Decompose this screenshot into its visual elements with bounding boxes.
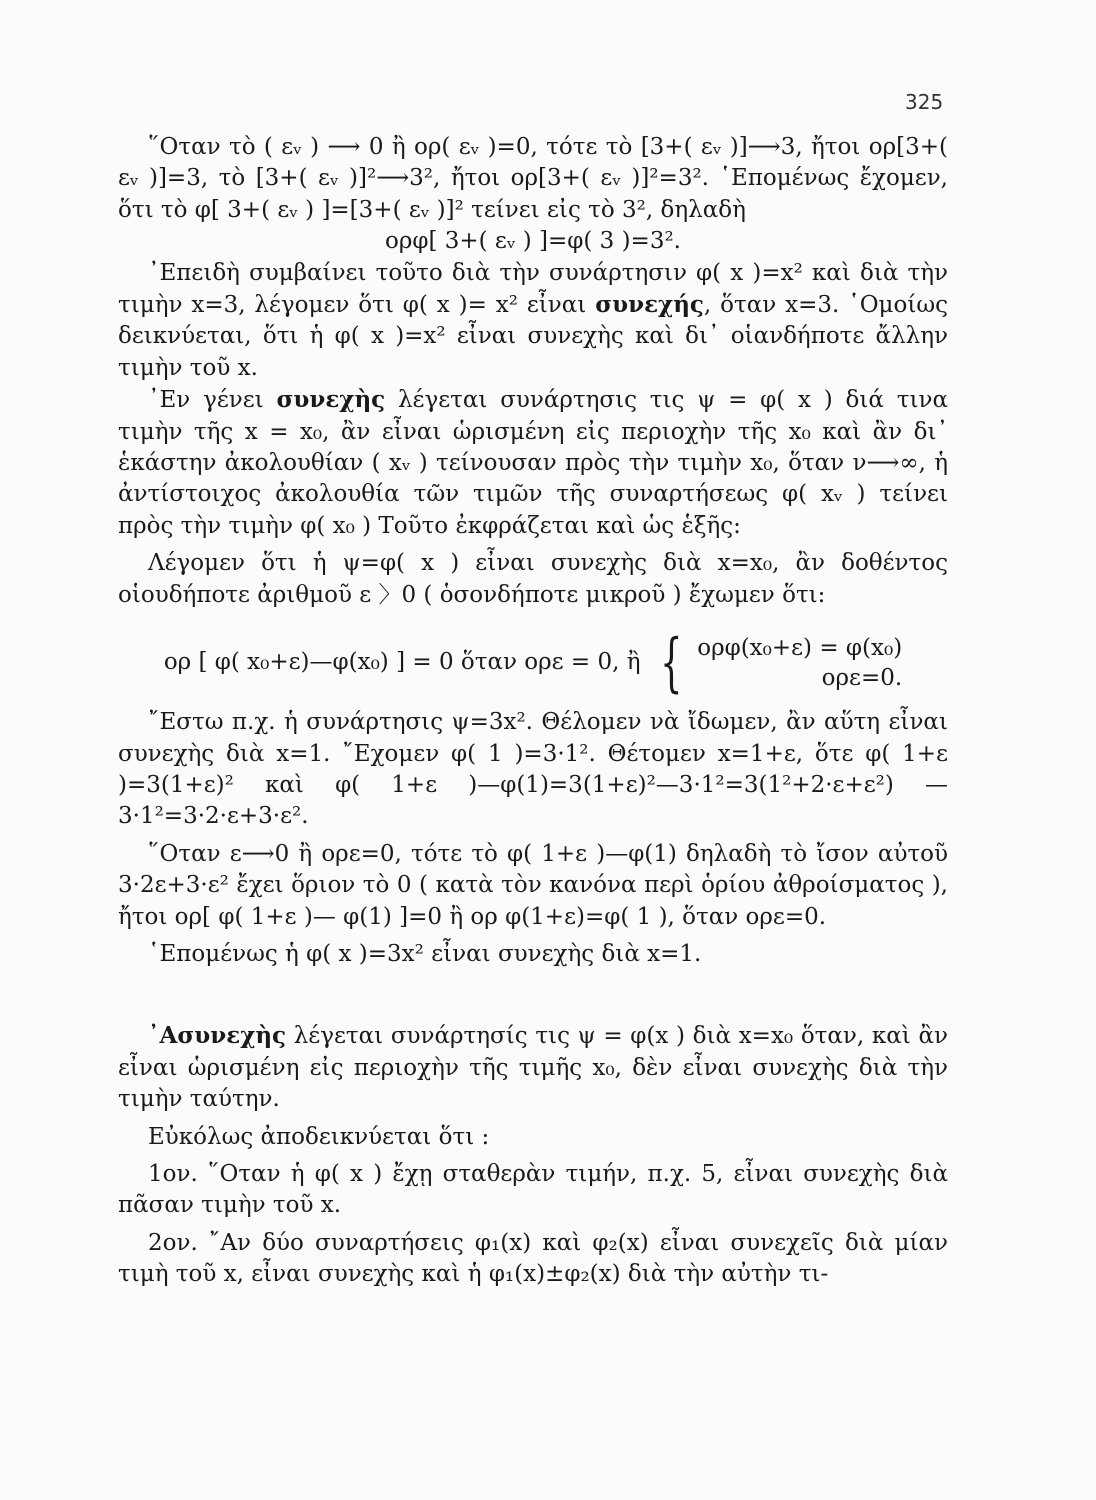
text-run: ᾿Εν γένει <box>148 387 264 414</box>
paragraph-easily-proven: Εὐκόλως ἀποδεικνύεται ὅτι : <box>148 1123 490 1150</box>
paragraph-continuity-example <box>118 258 948 385</box>
paragraph-epsilon-definition: Λέγομεν ὅτι ἡ ψ=φ( x ) εἶναι συνεχὴς διὰ x=x₀, ἂν δοθέντος οἱουδήποτε ἀριθμοῦ ε 〉0 ( ὁσονδήποτε μικροῦ ) ἔχωμεν ὅτι: <box>118 550 948 608</box>
paragraph-discontinuity-definition <box>118 1020 948 1115</box>
text-run: ᾿Επειδὴ συμβαίνει τοῦτο διὰ τὴν συνάρτησιν φ( x )=x² καὶ διὰ τὴν τιμὴν x=3, λέγομεν ὅτι φ( x )= x² εἶναι <box>118 259 948 319</box>
brace-symbol: { <box>659 626 683 701</box>
continuity-formula <box>118 626 948 701</box>
text-run: λέγεται συνάρτησίς τις ψ = φ(x ) διὰ x=x₀ ὅταν, καὶ ἂν εἶναι ὡρισμένη εἰς περιοχὴν τῆς τιμῆς x₀, δὲν εἶναι συνεχὴς διὰ τὴν τιμὴν ταύτην. <box>118 1023 948 1113</box>
page-number: 325 <box>905 90 944 114</box>
formula-cases <box>697 633 902 693</box>
term-continuous: συνεχής <box>595 291 704 319</box>
paragraph-property-1: 1ον. ῞Οταν ἡ φ( x ) ἔχῃ σταθερὰν τιμήν, π.χ. 5, εἶναι συνεχὴς διὰ πᾶσαν τιμὴν τοῦ x. <box>118 1160 948 1219</box>
paragraph-example-3x2: ῎Εστω π.χ. ἡ συνάρτησις ψ=3x². Θέλομεν νὰ ἴδωμεν, ἂν αὕτη εἶναι συνεχὴς διὰ x=1. ῎Εχομεν φ( 1 )=3·1². Θέτομεν x=1+ε, ὅτε φ( 1+ε )=3(1+ε)² καὶ φ( 1+ε )—φ(1)=3(1+ε)²—3·1²=3(1²+2·ε+ε²) —3·1²=3·2·ε+3·ε². <box>118 709 948 830</box>
paragraph-example-limit: ῞Οταν ε⟶0 ἢ ορε=0, τότε τὸ φ( 1+ε )—φ(1) δηλαδὴ τὸ ἴσον αὐτοῦ 3·2ε+3·ε² ἔχει ὅριον τὸ 0 ( κατὰ τὸν κανόνα περὶ ὁρίου ἀθροίσματος ), ἤτοι ορ[ φ( 1+ε )— φ(1) ]=0 ἢ ορ φ(1+ε)=φ( 1 ), ὅταν ορε=0. <box>118 840 948 930</box>
page-body <box>118 132 948 1291</box>
paragraph-conclusion: ῾Επομένως ἡ φ( x )=3x² εἶναι συνεχὴς διὰ x=1. <box>148 940 702 967</box>
formula-case-1: ορφ(x₀+ε) = φ(x₀) <box>697 635 903 662</box>
text-run: λέγεται συνάρτησις τις ψ = φ( x ) διά τινα τιμὴν τῆς x = x₀, ἂν εἶναι ὡρισμένη εἰς περιοχὴν τῆς x₀ καὶ ἂν δι᾿ ἑκάστην ἀκολουθίαν ( xᵥ ) τείνουσαν πρὸς τὴν τιμὴν x₀, ὅταν ν⟶∞, ἡ ἀντίστοιχος ἀκολουθία τῶν τιμῶν τῆς συναρτήσεως φ( xᵥ ) τείνει πρὸς τὴν τιμὴν φ( x₀ ) Τοῦτο ἐκφράζεται καὶ ὡς ἑξῆς: <box>118 387 948 539</box>
term-discontinuous: ᾿Ασυνεχὴς <box>148 1022 287 1050</box>
limit-result-line: ορφ[ 3+( εᵥ ) ]=φ( 3 )=3². <box>384 228 681 255</box>
term-continuous-definition: συνεχὴς <box>276 386 386 414</box>
formula-left: ορ [ φ( x₀+ε)—φ(x₀) ] = 0 ὅταν ορε = 0, ἢ <box>163 649 641 676</box>
paragraph-continuity-definition <box>118 384 948 542</box>
formula-case-2: ορε=0. <box>821 665 903 692</box>
text-run: , ὅταν x=3. ῾Ομοίως δεικνύεται, ὅτι ἡ φ( x )=x² εἶναι συνεχὴς καὶ δι᾿ οἱανδήποτε ἄλλην τιμὴν τοῦ x. <box>118 292 949 381</box>
paragraph-property-2: 2ον. ῎Αν δύο συναρτήσεις φ₁(x) καὶ φ₂(x) εἶναι συνεχεῖς διὰ μίαν τιμὴ τοῦ x, εἶναι συνεχὴς καὶ ἡ φ₁(x)±φ₂(x) διὰ τὴν αὐτὴν τι- <box>118 1229 948 1288</box>
paragraph-limit-example: ῞Οταν τὸ ( εᵥ ) ⟶ 0 ἢ ορ( εᵥ )=0, τότε τὸ [3+( εᵥ )]⟶3, ἤτοι ορ[3+( εᵥ )]=3, τὸ [3+( εᵥ )]²⟶3², ἤτοι ορ[3+( εᵥ )]²=3². ῾Επομένως ἔχομεν, ὅτι τὸ φ[ 3+( εᵥ ) ]=[3+( εᵥ )]² τείνει εἰς τὸ 3², δηλαδὴ <box>118 134 948 223</box>
